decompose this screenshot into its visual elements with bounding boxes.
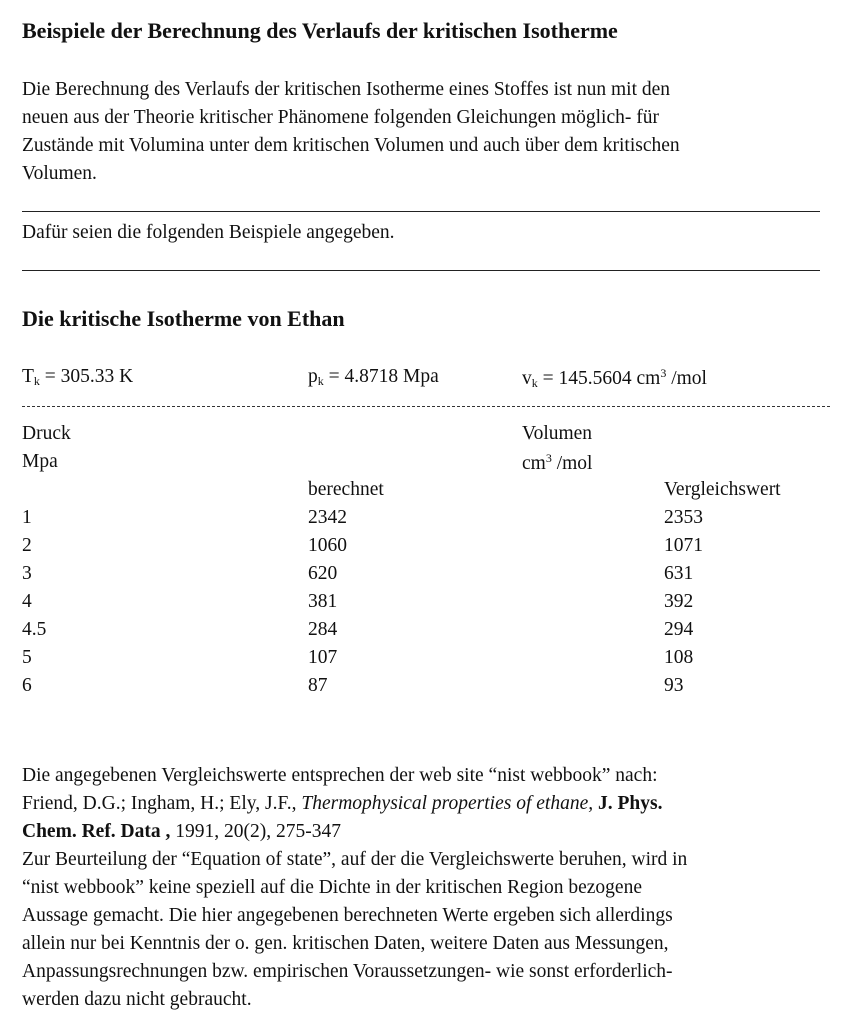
druck-cell: 6 xyxy=(22,675,32,696)
column-header-berechnet: berechnet xyxy=(308,479,384,500)
divider-top xyxy=(22,211,820,212)
druck-cell: 4 xyxy=(22,591,32,612)
intro-paragraph xyxy=(22,76,680,188)
paragraph-line: werden dazu nicht gebraucht. xyxy=(22,989,252,1010)
paragraph-line: Zustände mit Volumina unter dem kritischen Volumen und auch über dem kritischen xyxy=(22,135,680,156)
reference-line: Chem. Ref. Data , 1991, 20(2), 275-347 xyxy=(22,821,341,842)
druck-cell: 2 xyxy=(22,535,32,556)
source-line: Die angegebenen Vergleichswerte entsprechen der web site “nist webbook” nach: xyxy=(22,765,658,786)
vergleich-cell: 2353 xyxy=(664,507,703,528)
paragraph-line: “nist webbook” keine speziell auf die Dichte in der kritischen Region bezogene xyxy=(22,877,642,898)
dashed-divider xyxy=(22,406,830,407)
column-header-volumen: Volumen xyxy=(522,423,593,444)
reference-line: Friend, D.G.; Ingham, H.; Ely, J.F., Thermophysical properties of ethane, J. Phys. xyxy=(22,793,663,814)
vergleich-cell: 392 xyxy=(664,591,694,612)
vergleich-cell: 1071 xyxy=(664,535,703,556)
paragraph-line: Die Berechnung des Verlaufs der kritischen Isotherme eines Stoffes ist nun mit den xyxy=(22,79,671,100)
druck-cell: 4.5 xyxy=(22,619,47,640)
berechnet-cell: 2342 xyxy=(308,507,347,528)
paragraph-line: Anpassungsrechnungen bzw. empirischen Voraussetzungen- wie sonst erforderlich- xyxy=(22,961,673,982)
berechnet-cell: 107 xyxy=(308,647,338,668)
critical-temperature: $T_k = 305.33$ K xyxy=(22,366,134,388)
vergleich-cell: 294 xyxy=(664,619,694,640)
druck-cell: 1 xyxy=(22,507,32,528)
vergleich-cell: 631 xyxy=(664,563,694,584)
druck-cell: 3 xyxy=(22,563,32,584)
berechnet-cell: 1060 xyxy=(308,535,347,556)
paragraph-line: Aussage gemacht. Die hier angegebenen berechneten Werte ergeben sich allerdings xyxy=(22,905,673,926)
divider-bottom xyxy=(22,270,820,271)
berechnet-cell: 284 xyxy=(308,619,338,640)
druck-cell: 5 xyxy=(22,647,32,668)
column-header-volumen-unit: $cm^3$ /mol xyxy=(522,451,593,474)
paragraph-line: neuen aus der Theorie kritischer Phänomene folgenden Gleichungen möglich- für xyxy=(22,107,659,128)
paragraph-line: Zur Beurteilung der “Equation of state”, auf der die Vergleichswerte beruhen, wird in xyxy=(22,849,688,870)
critical-volume: $v_k = 145.5604$ $cm^3$ /mol xyxy=(522,366,707,390)
paragraph-line: allein nur bei Kenntnis der o. gen. kritischen Daten, weitere Daten aus Messungen, xyxy=(22,933,669,954)
column-header-vergleichswert: Vergleichswert xyxy=(664,479,781,500)
vergleich-cell: 93 xyxy=(664,675,684,696)
paragraph-line: Volumen. xyxy=(22,163,97,184)
section-heading-examples: Beispiele der Berechnung des Verlaufs der kritischen Isotherme xyxy=(22,18,618,43)
berechnet-cell: 620 xyxy=(308,563,338,584)
section-heading-ethane: Die kritische Isotherme von Ethan xyxy=(22,306,345,331)
vergleich-cell: 108 xyxy=(664,647,694,668)
examples-note: Dafür seien die folgenden Beispiele angegeben. xyxy=(22,222,395,243)
column-header-druck: Druck xyxy=(22,423,71,444)
critical-pressure: $p_k = 4.8718$ Mpa xyxy=(308,366,439,388)
footer-block xyxy=(22,762,687,1014)
column-header-druck-unit: Mpa xyxy=(22,451,58,472)
berechnet-cell: 381 xyxy=(308,591,338,612)
berechnet-cell: 87 xyxy=(308,675,328,696)
